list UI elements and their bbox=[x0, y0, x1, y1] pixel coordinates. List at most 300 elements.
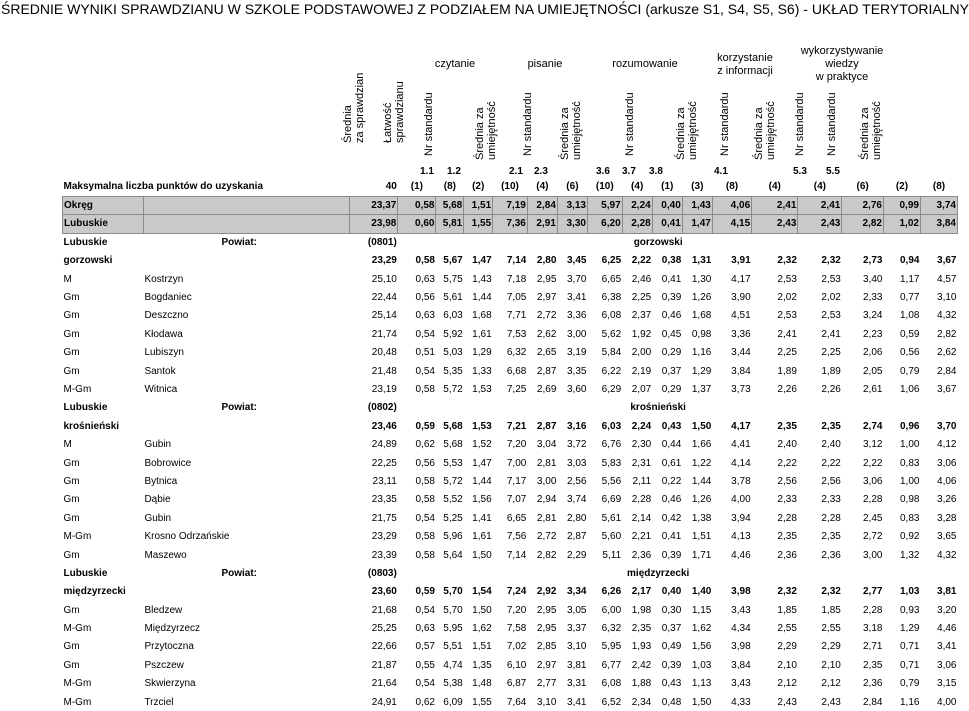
code-5-3: 5.3 bbox=[793, 166, 807, 177]
cell-value: 6,03 bbox=[601, 420, 622, 432]
table-row bbox=[63, 638, 958, 656]
cell-value: 2,45 bbox=[862, 512, 883, 524]
cell-value: 2,14 bbox=[631, 512, 652, 524]
cell-value: 1,85 bbox=[821, 604, 841, 616]
cell-value: 2,41 bbox=[798, 196, 842, 214]
cell-value: 1,89 bbox=[821, 365, 841, 377]
cell-value: 3,34 bbox=[566, 586, 587, 598]
cell-value: 0,58 bbox=[415, 383, 435, 395]
cell-value: 6,38 bbox=[601, 292, 622, 304]
cell-value: 7,07 bbox=[506, 494, 527, 506]
row-name: Kłodawa bbox=[144, 328, 183, 340]
cell-value: 1,41 bbox=[472, 512, 492, 524]
cell-value: 3,73 bbox=[731, 383, 751, 395]
cell-value: 5,95 bbox=[443, 623, 463, 635]
cell-value: 1,29 bbox=[472, 347, 492, 359]
cell-value: 5,60 bbox=[601, 531, 622, 543]
cell-value: 2,72 bbox=[862, 531, 883, 543]
cell-value: 0,54 bbox=[415, 604, 435, 616]
cell-value: 2,35 bbox=[777, 420, 797, 432]
code-3-8: 3.8 bbox=[649, 166, 663, 177]
cell-value: 7,20 bbox=[506, 439, 527, 451]
cell-value: (8) bbox=[725, 181, 739, 193]
cell-value: 0,62 bbox=[415, 696, 435, 708]
cell-value: 2,95 bbox=[536, 623, 557, 635]
cell-srednia: 23,29 bbox=[371, 531, 397, 543]
cell-value: 3,28 bbox=[937, 512, 957, 524]
cell-value: 6,03 bbox=[443, 310, 463, 322]
cell-value: 4,14 bbox=[731, 457, 751, 469]
table-row bbox=[63, 288, 958, 306]
row-name bbox=[143, 215, 349, 233]
cell-value: 5,61 bbox=[443, 292, 463, 304]
cell-value: 2,72 bbox=[536, 310, 557, 322]
cell-value: 2,05 bbox=[862, 365, 883, 377]
cell-value: 2,94 bbox=[536, 494, 557, 506]
cell-value: 4,74 bbox=[443, 659, 463, 671]
cell-value: 0,77 bbox=[899, 292, 920, 304]
cell-value: 1,30 bbox=[691, 273, 712, 285]
cell-value: 2,87 bbox=[536, 365, 557, 377]
row-type: M bbox=[63, 439, 72, 451]
cell-value: (6) bbox=[856, 181, 869, 193]
cell-value: 1,15 bbox=[691, 604, 712, 616]
code-1-2: 1.2 bbox=[447, 166, 461, 177]
cell-value: 5,68 bbox=[443, 439, 463, 451]
standard-codes-row bbox=[0, 166, 959, 178]
cell-value: 2,81 bbox=[536, 512, 557, 524]
cell-value: 0,92 bbox=[899, 531, 920, 543]
cell-srednia: 21,68 bbox=[371, 604, 397, 616]
row-name: Witnica bbox=[144, 383, 178, 395]
cell-value: 3,84 bbox=[920, 215, 957, 233]
cell-value: 2,32 bbox=[821, 586, 841, 598]
cell-value: (4) bbox=[768, 181, 781, 193]
cell-value: 4,00 bbox=[937, 696, 957, 708]
cell-value: 5,97 bbox=[587, 196, 622, 214]
cell-value: 1,61 bbox=[472, 328, 492, 340]
cell-value: 0,44 bbox=[661, 439, 682, 451]
cell-value: 2,35 bbox=[821, 420, 841, 432]
cell-value: 7,56 bbox=[506, 531, 527, 543]
row-name: Bledzew bbox=[144, 604, 183, 616]
cell-value: 2,42 bbox=[631, 659, 652, 671]
cell-value: 1,50 bbox=[472, 549, 492, 561]
cell-value: 5,56 bbox=[601, 475, 622, 487]
cell-value: 3,24 bbox=[862, 310, 883, 322]
cell-value: 5,72 bbox=[443, 383, 463, 395]
cell-value: 1,52 bbox=[472, 439, 492, 451]
cell-value: 1,51 bbox=[464, 196, 493, 214]
results-table bbox=[62, 178, 958, 711]
cell-value: 1,40 bbox=[691, 586, 712, 598]
cell-value: 5,38 bbox=[443, 678, 463, 690]
cell-value: 1,43 bbox=[682, 196, 712, 214]
cell-value: 0,98 bbox=[899, 494, 920, 506]
cell-value: 3,04 bbox=[536, 439, 557, 451]
cell-value: 5,83 bbox=[601, 457, 622, 469]
cell-value: 0,58 bbox=[415, 531, 435, 543]
table-row bbox=[63, 435, 958, 453]
cell-value: 3,67 bbox=[937, 383, 957, 395]
cell-value: 5,75 bbox=[443, 273, 463, 285]
cell-value: 3,06 bbox=[937, 659, 957, 671]
cell-value: 2,00 bbox=[631, 347, 652, 359]
cell-value: 3,10 bbox=[536, 696, 557, 708]
header-nr-standardu-pisanie: Nr standardu bbox=[522, 92, 534, 156]
cell-value: 2,25 bbox=[631, 292, 652, 304]
cell-value: 6,52 bbox=[601, 696, 622, 708]
cell-value: 0,43 bbox=[661, 678, 682, 690]
header-nr-standardu-rozumowanie: Nr standardu bbox=[624, 92, 636, 156]
cell-value: 2,02 bbox=[777, 292, 797, 304]
code-3-7: 3.7 bbox=[622, 166, 636, 177]
cell-value: 2,85 bbox=[536, 641, 557, 653]
cell-value: 1,55 bbox=[464, 215, 493, 233]
cell-value: 2,82 bbox=[536, 549, 557, 561]
cell-value: 2,22 bbox=[777, 457, 797, 469]
cell-value: 1,53 bbox=[472, 383, 492, 395]
row-type: Gm bbox=[63, 475, 80, 487]
cell-value: 6,20 bbox=[587, 215, 622, 233]
cell-value: 0,41 bbox=[661, 531, 682, 543]
cell-value: 2,53 bbox=[777, 273, 797, 285]
table-row bbox=[63, 325, 958, 343]
cell-value: 3,78 bbox=[731, 475, 751, 487]
cell-srednia: 22,25 bbox=[371, 457, 397, 469]
cell-value: 0,51 bbox=[415, 347, 435, 359]
cell-value: 3,06 bbox=[862, 475, 883, 487]
cell-value: 2,87 bbox=[536, 420, 557, 432]
cell-value: 1,00 bbox=[899, 439, 920, 451]
cell-value: 0,59 bbox=[415, 420, 435, 432]
cell-value: 1,44 bbox=[691, 475, 712, 487]
cell-value: 2,40 bbox=[821, 439, 841, 451]
cell-value: 0,39 bbox=[661, 292, 682, 304]
cell-value: 2,32 bbox=[821, 255, 841, 267]
cell-value: 5,68 bbox=[436, 196, 464, 214]
table-row bbox=[63, 491, 958, 509]
cell-value: 3,35 bbox=[566, 365, 587, 377]
cell-value: 1,32 bbox=[899, 549, 920, 561]
powiat-name: gorzowski bbox=[633, 237, 683, 249]
row-type: gorzowski bbox=[63, 255, 113, 267]
cell-value: 1,38 bbox=[691, 512, 712, 524]
cell-value: 4,51 bbox=[731, 310, 751, 322]
row-name: Bogdaniec bbox=[144, 292, 192, 304]
row-type: Gm bbox=[63, 328, 80, 340]
cell-value: 0,54 bbox=[415, 365, 435, 377]
cell-value: 3,10 bbox=[566, 641, 587, 653]
cell-value: (2) bbox=[895, 181, 909, 193]
cell-value: 2,35 bbox=[862, 659, 883, 671]
cell-value: 2,23 bbox=[862, 328, 883, 340]
cell-value: 6,25 bbox=[601, 255, 622, 267]
cell-value: 2,28 bbox=[862, 604, 883, 616]
row-type: M-Gm bbox=[63, 623, 92, 635]
cell-value: 6,08 bbox=[601, 678, 622, 690]
cell-value: 4,32 bbox=[937, 549, 957, 561]
row-name: Krosno Odrzańskie bbox=[144, 531, 230, 543]
cell-value: 1,61 bbox=[472, 531, 492, 543]
cell-srednia: 24,89 bbox=[371, 439, 397, 451]
cell-value: 2,43 bbox=[752, 215, 798, 233]
cell-value: 0,37 bbox=[661, 365, 682, 377]
row-type: Gm bbox=[63, 604, 80, 616]
cell-value: 2,80 bbox=[566, 512, 587, 524]
cell-value: 5,51 bbox=[443, 641, 463, 653]
code-4-1: 4.1 bbox=[714, 166, 728, 177]
cell-value: 7,00 bbox=[506, 457, 527, 469]
cell-value: 1,71 bbox=[691, 549, 712, 561]
cell-value: 5,70 bbox=[443, 604, 463, 616]
cell-value: 4,34 bbox=[731, 623, 751, 635]
cell-srednia: 23,39 bbox=[371, 549, 397, 561]
cell-value: 0,56 bbox=[415, 457, 435, 469]
table-row bbox=[63, 215, 958, 233]
cell-value: 1,62 bbox=[472, 623, 492, 635]
cell-value: 6,26 bbox=[601, 586, 622, 598]
cell-value: 6,22 bbox=[601, 365, 622, 377]
row-name: Pszczew bbox=[144, 659, 184, 671]
cell-value: 3,36 bbox=[566, 310, 587, 322]
cell-value: 2,84 bbox=[937, 365, 957, 377]
cell-value: 2,34 bbox=[631, 696, 652, 708]
cell-value: 0,94 bbox=[899, 255, 920, 267]
cell-value: 1,68 bbox=[691, 310, 712, 322]
table-row bbox=[63, 307, 958, 325]
cell-value: 0,79 bbox=[899, 678, 920, 690]
cell-value: 0,59 bbox=[415, 586, 435, 598]
cell-srednia: 20,48 bbox=[371, 347, 397, 359]
header-srednia-umiejetnosc-pisanie: Średnia za umiejętność bbox=[559, 101, 583, 160]
row-type: Gm bbox=[63, 310, 80, 322]
cell-value: 2,95 bbox=[536, 604, 557, 616]
cell-value: 2,56 bbox=[777, 475, 797, 487]
cell-value: 0,40 bbox=[661, 586, 682, 598]
cell-value: 0,41 bbox=[661, 273, 682, 285]
table-row bbox=[63, 619, 958, 637]
powiat-woj: Lubuskie bbox=[63, 237, 108, 249]
cell-value: 0,63 bbox=[415, 310, 435, 322]
table-row bbox=[63, 583, 958, 601]
cell-value: 3,05 bbox=[566, 604, 587, 616]
cell-value: 0,83 bbox=[899, 512, 920, 524]
cell-value: 2,33 bbox=[821, 494, 841, 506]
cell-value: 2,77 bbox=[536, 678, 557, 690]
cell-value: 0,58 bbox=[415, 549, 435, 561]
cell-value: 7,17 bbox=[506, 475, 527, 487]
cell-value: 2,35 bbox=[777, 531, 797, 543]
cell-value: 3,74 bbox=[566, 494, 587, 506]
page-title: ŚREDNIE WYNIKI SPRAWDZIANU W SZKOLE PODSTAWOWEJ Z PODZIAŁEM NA UMIEJĘTNOŚCI (arkusze S1, S4, S5, S6) - UKŁAD TERYTORIALNY bbox=[1, 1, 969, 17]
cell-value: 5,52 bbox=[443, 494, 463, 506]
cell-value: 0,63 bbox=[415, 623, 435, 635]
row-type: międzyrzecki bbox=[63, 586, 126, 598]
cell-value: 6,69 bbox=[601, 494, 622, 506]
cell-value: 2,32 bbox=[777, 586, 797, 598]
cell-value: 3,65 bbox=[937, 531, 957, 543]
cell-value: 1,68 bbox=[472, 310, 492, 322]
cell-value: (10) bbox=[595, 181, 614, 193]
cell-value: 7,71 bbox=[506, 310, 527, 322]
cell-value: 3,06 bbox=[937, 457, 957, 469]
cell-value: 2,46 bbox=[631, 273, 652, 285]
row-type: Gm bbox=[63, 365, 80, 377]
table-row bbox=[63, 196, 958, 214]
powiat-code: (0801) bbox=[367, 237, 397, 249]
cell-value: 3,00 bbox=[536, 475, 557, 487]
cell-value: 5,62 bbox=[601, 328, 622, 340]
row-name: Gubin bbox=[144, 512, 172, 524]
table-row bbox=[63, 454, 958, 472]
cell-value: 1,29 bbox=[691, 365, 712, 377]
cell-value: 1,51 bbox=[691, 531, 712, 543]
cell-value: 0,54 bbox=[415, 678, 435, 690]
cell-value: (10) bbox=[501, 181, 519, 193]
cell-srednia: 23,29 bbox=[371, 255, 397, 267]
cell-value: 2,28 bbox=[622, 215, 652, 233]
cell-value: 7,24 bbox=[506, 586, 527, 598]
cell-value: 2,97 bbox=[536, 292, 557, 304]
table-row bbox=[63, 601, 958, 619]
cell-value: 2,73 bbox=[862, 255, 883, 267]
cell-value: 5,53 bbox=[443, 457, 463, 469]
cell-value: 1,03 bbox=[899, 586, 920, 598]
cell-value: (8) bbox=[443, 181, 456, 193]
cell-value: 6,08 bbox=[601, 310, 622, 322]
cell-value: 1,55 bbox=[472, 696, 492, 708]
cell-value: 1,47 bbox=[472, 255, 492, 267]
cell-value: 1,66 bbox=[691, 439, 712, 451]
cell-value: 3,26 bbox=[937, 494, 957, 506]
cell-value: 3,43 bbox=[731, 678, 751, 690]
cell-value: 0,30 bbox=[661, 604, 682, 616]
cell-value: 4,15 bbox=[712, 215, 751, 233]
table-row bbox=[63, 527, 958, 545]
row-type: M-Gm bbox=[63, 696, 92, 708]
table-row bbox=[63, 509, 958, 527]
cell-value: 3,98 bbox=[731, 586, 751, 598]
cell-srednia: 21,87 bbox=[371, 659, 397, 671]
cell-value: 1,26 bbox=[691, 494, 712, 506]
cell-value: 3,30 bbox=[557, 215, 587, 233]
cell-value: 0,29 bbox=[661, 383, 682, 395]
cell-value: 0,57 bbox=[415, 641, 435, 653]
cell-value: 0,43 bbox=[661, 420, 682, 432]
cell-value: 2,21 bbox=[631, 531, 652, 543]
powiat-code: (0802) bbox=[367, 402, 397, 414]
cell-value: 2,62 bbox=[937, 347, 957, 359]
cell-value: 2,41 bbox=[821, 328, 841, 340]
row-type: Gm bbox=[63, 457, 80, 469]
cell-srednia: 23,60 bbox=[371, 586, 397, 598]
cell-srednia: 21,64 bbox=[371, 678, 397, 690]
cell-value: 0,79 bbox=[899, 365, 920, 377]
cell-value: 6,68 bbox=[506, 365, 527, 377]
row-name: Dąbie bbox=[144, 494, 171, 506]
row-name bbox=[143, 417, 349, 435]
cell-value: 4,32 bbox=[937, 310, 957, 322]
cell-value: (4) bbox=[631, 181, 644, 193]
cell-value: 4,17 bbox=[731, 273, 751, 285]
cell-value: 3,16 bbox=[566, 420, 587, 432]
cell-value: 1,44 bbox=[472, 292, 492, 304]
cell-value: 0,37 bbox=[661, 623, 682, 635]
cell-value: 4,12 bbox=[937, 439, 957, 451]
cell-value: 2,43 bbox=[798, 215, 842, 233]
cell-value: 1,56 bbox=[472, 494, 492, 506]
cell-value: 3,41 bbox=[566, 696, 587, 708]
cell-value: 0,96 bbox=[899, 420, 920, 432]
header-nr-standardu-korzystanie: Nr standardu bbox=[719, 92, 731, 156]
cell-value: 2,28 bbox=[862, 494, 883, 506]
cell-value: 2,28 bbox=[631, 494, 652, 506]
cell-value: 4,46 bbox=[731, 549, 751, 561]
cell-value: 6,87 bbox=[506, 678, 527, 690]
cell-value: 2,84 bbox=[862, 696, 883, 708]
row-type: Lubuskie bbox=[63, 215, 144, 233]
cell-value: 2,24 bbox=[622, 196, 652, 214]
cell-value: 7,02 bbox=[506, 641, 527, 653]
cell-value: 2,56 bbox=[821, 475, 841, 487]
row-name: Trzciel bbox=[144, 696, 174, 708]
cell-value: 0,58 bbox=[415, 255, 435, 267]
cell-value: 2,53 bbox=[821, 273, 841, 285]
row-name: Gubin bbox=[144, 439, 172, 451]
cell-srednia: 22,66 bbox=[371, 641, 397, 653]
group-wykorzystywanie: wykorzystywanie wiedzy w praktyce bbox=[800, 45, 884, 83]
cell-value: 1,88 bbox=[631, 678, 652, 690]
cell-value: 5,35 bbox=[443, 365, 463, 377]
cell-value: 2,36 bbox=[821, 549, 841, 561]
cell-value: 0,61 bbox=[661, 457, 682, 469]
table-row bbox=[63, 380, 958, 398]
header-nr-standardu-czytanie: Nr standardu bbox=[423, 92, 435, 156]
cell-value: 3,41 bbox=[937, 641, 957, 653]
cell-value: 3,74 bbox=[920, 196, 957, 214]
cell-value: 3,31 bbox=[566, 678, 587, 690]
cell-value: 1,92 bbox=[631, 328, 652, 340]
cell-value: 1,00 bbox=[899, 475, 920, 487]
cell-value: 2,06 bbox=[862, 347, 883, 359]
cell-value: 0,39 bbox=[661, 549, 682, 561]
cell-value: 2,87 bbox=[566, 531, 587, 543]
cell-value: 3,84 bbox=[731, 659, 751, 671]
row-name: Santok bbox=[144, 365, 176, 377]
cell-value: 2,53 bbox=[821, 310, 841, 322]
cell-value: 3,00 bbox=[862, 549, 883, 561]
cell-value: (4) bbox=[536, 181, 549, 193]
table-row bbox=[63, 675, 958, 693]
row-name: Skwierzyna bbox=[144, 678, 196, 690]
cell-value: 2,43 bbox=[777, 696, 797, 708]
row-type: Gm bbox=[63, 549, 80, 561]
cell-value: 3,20 bbox=[937, 604, 957, 616]
cell-value: 3,18 bbox=[862, 623, 883, 635]
cell-value: 7,36 bbox=[493, 215, 528, 233]
cell-value: 0,46 bbox=[661, 494, 682, 506]
cell-value: 0,42 bbox=[661, 512, 682, 524]
cell-value: 2,28 bbox=[777, 512, 797, 524]
cell-value: 1,16 bbox=[899, 696, 920, 708]
cell-value: 2,32 bbox=[777, 255, 797, 267]
row-type: Gm bbox=[63, 494, 80, 506]
row-type: Gm bbox=[63, 347, 80, 359]
cell-value: (1) bbox=[661, 181, 674, 193]
cell-srednia: 23,46 bbox=[371, 420, 397, 432]
cell-value: 0,98 bbox=[691, 328, 712, 340]
